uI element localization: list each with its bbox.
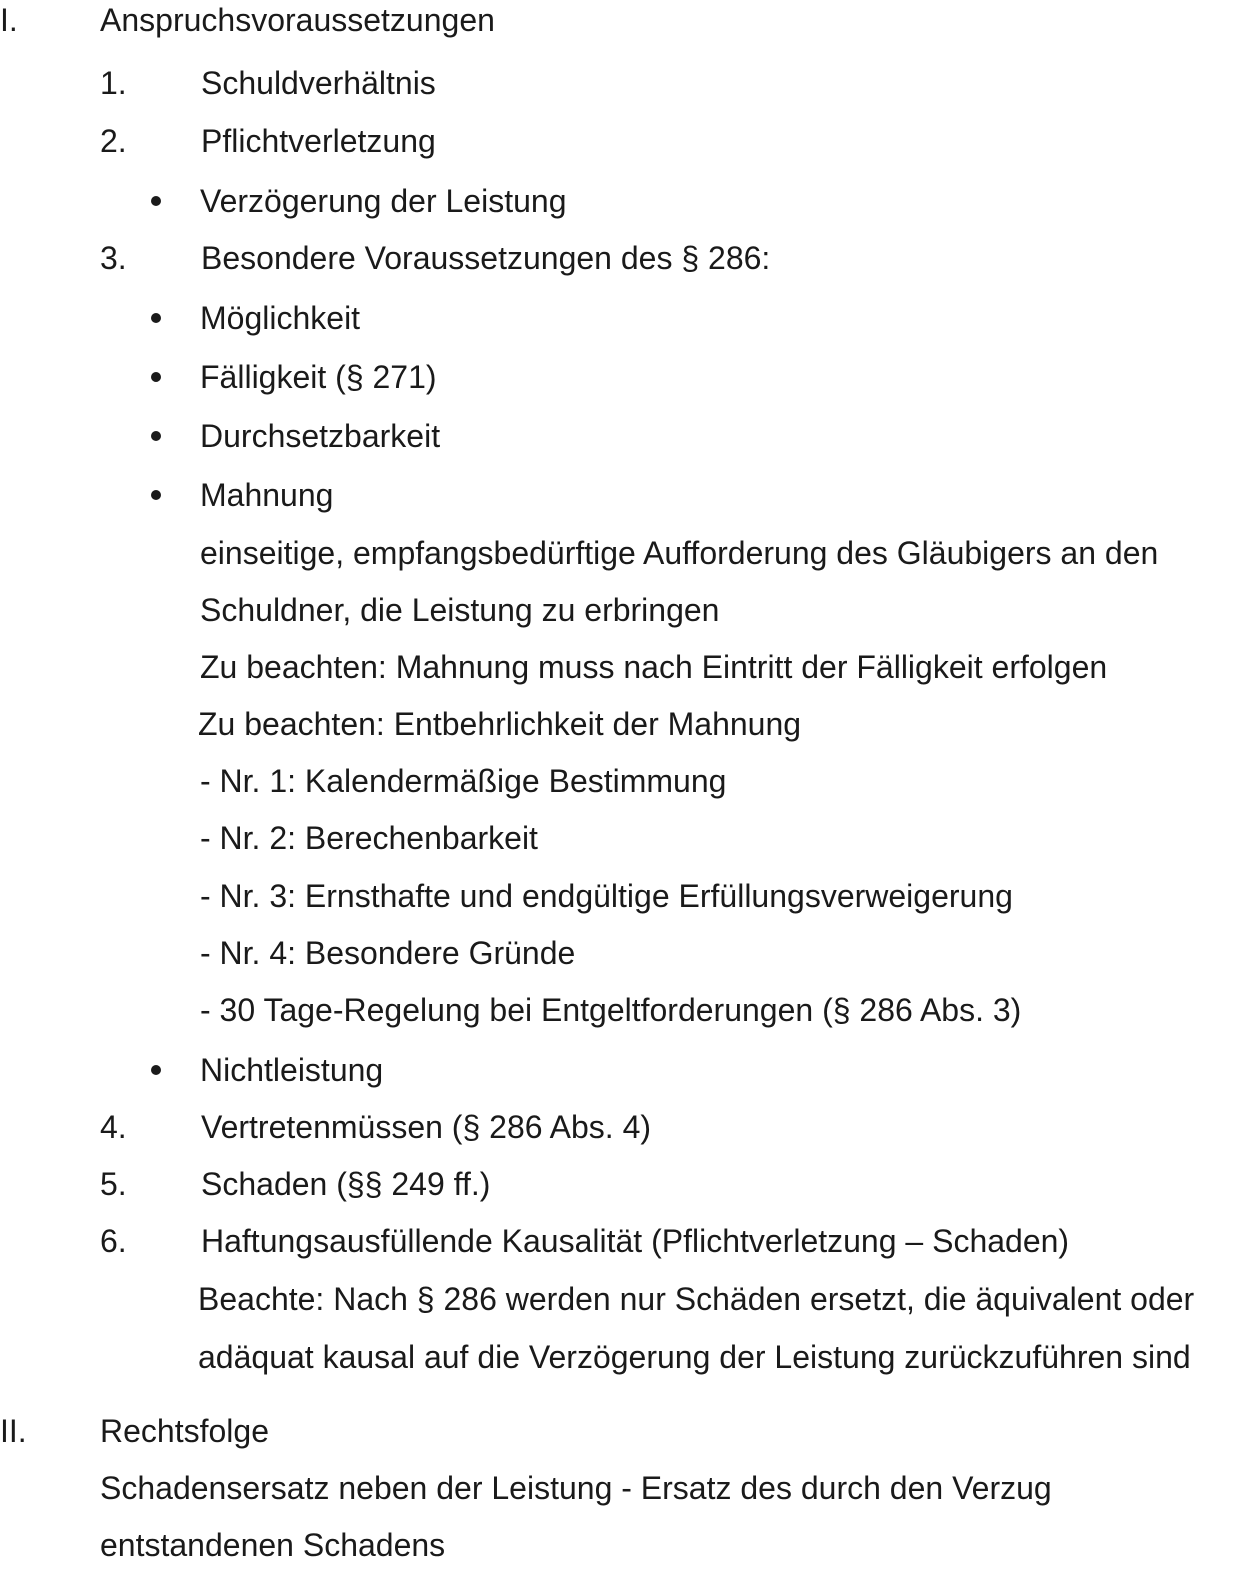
item-number: 5. [100, 1166, 127, 1202]
note-line: adäquat kausal auf die Verzögerung der Leistung zurückzuführen sind [198, 1339, 1191, 1375]
mahnung-text-line: einseitige, empfangsbedürftige Aufforderung des Gläubigers an den [200, 535, 1159, 571]
item-label: Pflichtverletzung [201, 123, 436, 159]
bullet-item: Fälligkeit (§ 271) [200, 359, 437, 395]
bullet-item: Durchsetzbarkeit [200, 418, 441, 454]
item-number: 3. [100, 240, 127, 276]
mahnung-text-line: - 30 Tage-Regelung bei Entgeltforderungen (§ 286 Abs. 3) [200, 992, 1022, 1028]
section-numeral: II. [0, 1413, 27, 1449]
item-label: Schaden (§§ 249 ff.) [201, 1166, 491, 1202]
bullet-dot [151, 313, 161, 323]
mahnung-text-line: - Nr. 3: Ernsthafte und endgültige Erfüllungsverweigerung [200, 878, 1013, 914]
section-title: Rechtsfolge [100, 1413, 269, 1449]
bullet-item: Nichtleistung [200, 1052, 384, 1088]
section-text-line: Schadensersatz neben der Leistung - Ersatz des durch den Verzug [100, 1470, 1052, 1506]
bullet-item: Möglichkeit [200, 300, 361, 336]
mahnung-text-line: - Nr. 2: Berechenbarkeit [200, 820, 538, 856]
mahnung-text-line: - Nr. 1: Kalendermäßige Bestimmung [200, 763, 727, 799]
item-label: Haftungsausfüllende Kausalität (Pflichtverletzung – Schaden) [201, 1223, 1070, 1259]
note-line: Beachte: Nach § 286 werden nur Schäden ersetzt, die äquivalent oder [198, 1281, 1195, 1317]
item-label: Besondere Voraussetzungen des § 286: [201, 240, 771, 276]
section-numeral: I. [0, 2, 18, 38]
section-text-line: entstandenen Schadens [100, 1527, 446, 1563]
section-title: Anspruchsvoraussetzungen [100, 2, 495, 38]
bullet-dot [151, 1065, 161, 1075]
mahnung-text-line: Zu beachten: Entbehrlichkeit der Mahnung [198, 706, 802, 742]
bullet-dot [151, 196, 161, 206]
mahnung-text-line: Zu beachten: Mahnung muss nach Eintritt der Fälligkeit erfolgen [200, 649, 1108, 685]
bullet-item: Mahnung [200, 477, 334, 513]
mahnung-text-line: Schuldner, die Leistung zu erbringen [200, 592, 720, 628]
mahnung-text-line: - Nr. 4: Besondere Gründe [200, 935, 576, 971]
bullet-item: Verzögerung der Leistung [200, 183, 567, 219]
bullet-dot [151, 490, 161, 500]
bullet-dot [151, 431, 161, 441]
item-number: 4. [100, 1109, 127, 1145]
item-number: 1. [100, 65, 127, 101]
item-number: 2. [100, 123, 127, 159]
item-label: Schuldverhältnis [201, 65, 436, 101]
item-label: Vertretenmüssen (§ 286 Abs. 4) [201, 1109, 652, 1145]
item-number: 6. [100, 1223, 127, 1259]
bullet-dot [151, 372, 161, 382]
